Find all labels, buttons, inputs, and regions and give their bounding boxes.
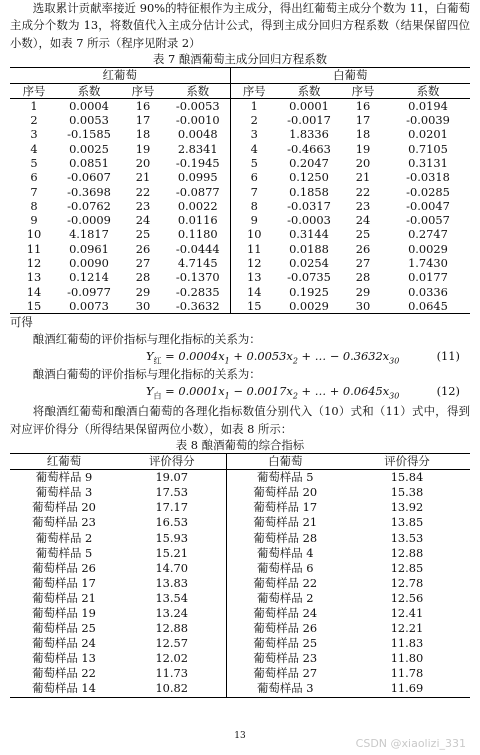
table-row — [10, 515, 470, 530]
table-row — [10, 299, 470, 314]
table7-group-white: 白葡萄 — [230, 68, 470, 83]
table8-cell: 葡萄样品 27 — [226, 666, 344, 681]
table-row — [10, 113, 470, 127]
table8-cell: 11.80 — [390, 651, 424, 666]
table7-cell: 28 — [135, 270, 151, 285]
table7-cell: 19 — [135, 141, 151, 156]
table7-cell: -0.0047 — [406, 198, 450, 213]
table7-cell: -0.0317 — [287, 198, 331, 213]
table7-cell: 10 — [230, 227, 278, 241]
table7-cell: 7 — [230, 185, 278, 199]
table7-cell: 0.0029 — [408, 241, 448, 256]
table7-cell: 26 — [355, 241, 371, 256]
equation-12-number: (12) — [436, 384, 460, 399]
table-row — [10, 485, 470, 500]
table7-cell: -0.2835 — [175, 284, 220, 299]
table8-cell: 葡萄样品 25 — [226, 636, 344, 651]
table7-cell: 0.0073 — [69, 298, 109, 313]
table7-cell: 23 — [135, 198, 151, 213]
table7-cell: 0.0001 — [289, 98, 329, 113]
table8-cell: 15.84 — [390, 470, 424, 485]
table7-cell: 18 — [355, 127, 371, 142]
table7-cell: -0.0877 — [175, 184, 220, 199]
table7-cell: -0.1945 — [175, 156, 220, 170]
table8-cell: 葡萄样品 2 — [226, 591, 344, 606]
table-row — [10, 666, 470, 681]
table8-cell: 葡萄样品 2 — [35, 530, 93, 545]
table8-cell: 12.56 — [390, 590, 424, 605]
table7-cell: 6 — [30, 170, 38, 185]
table7-cell: -0.0010 — [175, 113, 220, 128]
table8-cell: 12.41 — [390, 606, 424, 621]
table7-cell: 11 — [26, 241, 42, 256]
table7-cell: 5 — [230, 156, 278, 170]
table8-caption: 表 8 酿酒葡萄的综合指标 — [175, 438, 305, 453]
table7-cell: 0.2747 — [408, 227, 448, 242]
table7-cell: 0.0336 — [408, 284, 448, 299]
result-paragraph: 将酿酒红葡萄和酿酒白葡萄的各理化指标数值分别代入（10）式和（11）式中，得到对应评价得分（所得结果保留两位小数），如表 8 所示： — [10, 404, 470, 436]
eq-red-intro: 酿酒红葡萄的评价指标与理化指标的关系为： — [32, 332, 261, 347]
table7-cell: 1 — [30, 98, 38, 113]
table-row — [10, 470, 470, 486]
table7-cell: 16 — [135, 98, 151, 113]
table8-cell: 15.38 — [390, 485, 424, 500]
table7-cell: 8 — [230, 199, 278, 213]
table-row — [10, 242, 470, 256]
table8-cell: 12.85 — [390, 560, 424, 575]
table7-cell: -0.0977 — [67, 284, 111, 299]
table7-cell: -0.4663 — [287, 141, 331, 156]
table-row — [10, 651, 470, 666]
table8-cell: 葡萄样品 14 — [32, 681, 96, 696]
table7-cell: -0.3698 — [67, 184, 111, 199]
table-row — [10, 256, 470, 270]
table7-cell: -0.0444 — [175, 241, 220, 256]
table7-cell: -0.1585 — [67, 127, 111, 142]
table7-cell: -0.0735 — [287, 270, 331, 285]
table-row — [10, 621, 470, 636]
table7-cell: 20 — [355, 156, 371, 170]
table7-cell: 4 — [230, 142, 278, 156]
table7-cell: 2 — [230, 113, 278, 127]
table8-header-cell: 白葡萄 — [226, 454, 344, 470]
equation-12-body: $Y_白 = 0.0001x_1 - 0.0017x_2$ + … + $0.0645x_{30}$ — [146, 384, 400, 401]
table-row — [10, 576, 470, 591]
table7-cell: 7 — [30, 184, 38, 199]
table-row — [10, 170, 470, 184]
table-row — [10, 213, 470, 227]
table8-header-cell: 红葡萄 — [10, 454, 118, 470]
table7-cell: 0.0004 — [69, 98, 109, 113]
table-row — [10, 606, 470, 621]
table7-cell: 11 — [230, 242, 278, 256]
table8-cell: 12.57 — [155, 636, 189, 651]
table7-cell: 1.7430 — [408, 256, 448, 271]
table7-cell: -0.0053 — [175, 98, 220, 113]
table7-header-cell: 序号 — [120, 83, 166, 98]
eq-white-intro: 酿酒白葡萄的评价指标与理化指标的关系为： — [32, 367, 261, 382]
table8-cell: 13.54 — [155, 590, 189, 605]
table-row — [10, 591, 470, 606]
table7-cell: -0.0762 — [67, 198, 111, 213]
table7-cell: 0.0851 — [69, 156, 109, 170]
table7-cell: 13 — [26, 270, 42, 285]
table7-cell: 5 — [30, 156, 38, 170]
table7-cell: 12 — [230, 256, 278, 270]
table7-cell: 27 — [135, 256, 151, 271]
table7-cell: 14 — [230, 285, 278, 299]
table8-cell: 12.88 — [155, 621, 189, 636]
table-row — [10, 185, 470, 199]
table7-cell: -0.1370 — [175, 270, 220, 285]
table7-cell: 0.1925 — [289, 284, 329, 299]
table7-cell: 28 — [355, 270, 371, 285]
table8-cell: 葡萄样品 3 — [35, 485, 93, 500]
table7-cell: 0.0188 — [289, 241, 329, 256]
table7-header-cell: 系数 — [58, 83, 120, 98]
table7-cell: 0.3131 — [408, 156, 448, 170]
table8-cell: 葡萄样品 22 — [32, 666, 96, 681]
table8-cell: 葡萄样品 26 — [226, 621, 344, 636]
table8-cell: 葡萄样品 23 — [32, 515, 96, 530]
table7-cell: 0.1858 — [289, 184, 329, 199]
table7-cell: -0.0057 — [406, 213, 450, 228]
table7-group-red: 红葡萄 — [10, 68, 230, 83]
table-row — [10, 227, 470, 241]
table7-cell: 0.0090 — [69, 256, 109, 271]
table7-header-cell: 系数 — [386, 83, 470, 98]
table7-caption: 表 7 酿酒葡萄主成分回归方程系数 — [153, 52, 327, 67]
table8-cell: 13.83 — [155, 575, 189, 590]
table8-cell: 葡萄样品 13 — [32, 651, 96, 666]
table8-cell: 19.07 — [155, 470, 189, 485]
table-row — [10, 156, 470, 170]
table7-cell: 22 — [355, 184, 371, 199]
table8-cell: 14.70 — [155, 560, 189, 575]
table7-cell: 29 — [355, 284, 371, 299]
table8-cell: 葡萄样品 28 — [226, 531, 344, 546]
table7-cell: 4 — [30, 141, 38, 156]
table7-cell: 0.0025 — [69, 141, 109, 156]
table-row — [10, 500, 470, 515]
table-row — [10, 636, 470, 651]
table7-cell: 27 — [355, 256, 371, 271]
table7-cell: 17 — [135, 113, 151, 128]
table8-cell: 葡萄样品 6 — [226, 561, 344, 576]
table7-header-cell: 序号 — [10, 83, 58, 98]
table8-cell: 葡萄样品 24 — [32, 636, 96, 651]
table7-cell: 29 — [135, 284, 151, 299]
table8-cell: 葡萄样品 21 — [32, 590, 96, 605]
table8-cell: 葡萄样品 9 — [35, 470, 93, 485]
table8-cell: 葡萄样品 4 — [226, 546, 344, 561]
table8-cell: 12.02 — [155, 651, 189, 666]
table8-cell: 17.53 — [155, 485, 189, 500]
table7-cell: 0.7105 — [408, 141, 448, 156]
table7-cell: -0.0607 — [67, 170, 111, 185]
table7-cell: -0.0009 — [67, 213, 111, 228]
table7-header-cell: 序号 — [340, 83, 386, 98]
table7-cell: 23 — [355, 198, 371, 213]
table7-cell: 22 — [135, 184, 151, 199]
table7-cell: 25 — [355, 227, 371, 242]
table8-cell: 葡萄样品 17 — [32, 575, 96, 590]
table7-cell: 0.0022 — [177, 198, 218, 213]
table8-cell: 13.92 — [390, 500, 424, 515]
table7-cell: 15 — [26, 298, 42, 313]
table7-cell: 0.0995 — [177, 170, 218, 185]
equation-11 — [10, 348, 470, 366]
table7-cell: 4.1817 — [69, 227, 109, 242]
table7-cell: 0.0645 — [408, 298, 448, 313]
table8-cell: 13.53 — [390, 530, 424, 545]
table7-cell: 9 — [230, 213, 278, 227]
table7-cell: 17 — [355, 113, 371, 128]
table8-cell: 12.78 — [390, 575, 424, 590]
table-row — [10, 127, 470, 141]
table8-cell: 11.69 — [390, 681, 424, 696]
table8-cell: 葡萄样品 5 — [35, 545, 93, 560]
table7-cell: 24 — [135, 213, 151, 228]
table-row — [10, 285, 470, 299]
table7-cell: 24 — [355, 213, 371, 228]
table8-cell: 葡萄样品 19 — [32, 606, 96, 621]
table7-cell: 1 — [230, 98, 278, 113]
table-row — [10, 98, 470, 113]
table8-cell: 葡萄样品 21 — [226, 515, 344, 530]
table8-cell: 葡萄样品 20 — [226, 485, 344, 500]
table7-header-cell: 序号 — [230, 83, 278, 98]
table7-cell: 3 — [230, 127, 278, 141]
table7-cell: 1.8336 — [289, 127, 329, 142]
table8-cell: 13.85 — [390, 515, 424, 530]
table8-cell: 10.82 — [155, 681, 189, 696]
table8-cell: 15.21 — [155, 545, 189, 560]
table-row — [10, 142, 470, 156]
table8-cell: 葡萄样品 17 — [226, 500, 344, 515]
table7-cell: 9 — [30, 213, 38, 228]
table-row — [10, 531, 470, 546]
table7-cell: 0.0048 — [177, 127, 218, 142]
table8 — [10, 453, 470, 698]
table7-cell: 0.0053 — [69, 113, 109, 128]
table7-cell: 21 — [135, 170, 151, 185]
table-row — [10, 270, 470, 284]
table8-cell: 葡萄样品 25 — [32, 621, 96, 636]
table7-cell: 30 — [355, 298, 371, 313]
table7-cell: 2.8341 — [177, 141, 218, 156]
table8-cell: 16.53 — [155, 515, 189, 530]
table8-cell: 11.73 — [155, 666, 189, 681]
table7-cell: 0.3144 — [289, 227, 329, 242]
table7-cell: -0.3632 — [175, 298, 220, 313]
table7-cell: 21 — [355, 170, 371, 185]
table7-cell: 0.0961 — [69, 241, 109, 256]
kede-text: 可得 — [10, 315, 33, 330]
table7-cell: 19 — [355, 141, 371, 156]
table7-cell: -0.0285 — [406, 184, 450, 199]
table7-cell: 25 — [135, 227, 151, 242]
table7-cell: 15 — [230, 299, 278, 314]
table-row — [10, 199, 470, 213]
table8-cell: 17.17 — [155, 500, 189, 515]
table8-cell: 葡萄样品 22 — [226, 576, 344, 591]
table7-cell: 4.7145 — [177, 256, 218, 271]
table7-header-cell: 系数 — [166, 83, 230, 98]
table7-cell: 8 — [30, 198, 38, 213]
table8-cell: 葡萄样品 20 — [32, 500, 96, 515]
equation-11-number: (11) — [436, 349, 460, 364]
table8-header-cell: 评价得分 — [118, 454, 226, 470]
table7 — [10, 67, 470, 314]
table8-cell: 11.83 — [390, 636, 424, 651]
table8-cell: 葡萄样品 5 — [226, 470, 344, 486]
table8-cell: 葡萄样品 23 — [226, 651, 344, 666]
table7-cell: 0.0029 — [289, 298, 329, 313]
table7-cell: 0.1180 — [177, 227, 218, 242]
table8-cell: 13.24 — [155, 606, 189, 621]
table7-cell: 20 — [135, 156, 151, 170]
table8-cell: 葡萄样品 3 — [226, 681, 344, 697]
table7-cell: 12 — [26, 256, 42, 271]
intro-paragraph: 选取累计贡献率接近 90%的特征根作为主成分，得出红葡萄主成分个数为 11，白葡萄主成分个数为 13，将数值代入主成分估计公式，得到主成分回归方程系数（结果保留四位小数），如表 7 所示（程序见附录 2） — [10, 1, 470, 50]
page-number: 13 — [234, 731, 246, 741]
table7-cell: 0.0116 — [177, 213, 218, 228]
table7-cell: 0.1250 — [289, 170, 329, 185]
table8-cell: 11.78 — [390, 666, 424, 681]
watermark: CSDN @xiaolizi_331 — [355, 737, 466, 750]
table7-cell: 13 — [230, 270, 278, 284]
equation-12 — [10, 383, 470, 401]
table7-cell: 26 — [135, 241, 151, 256]
table7-cell: 18 — [135, 127, 151, 142]
table7-cell: 0.0254 — [289, 256, 329, 271]
table8-cell: 12.21 — [390, 621, 424, 636]
table8-cell: 12.88 — [390, 545, 424, 560]
table8-header-cell: 评价得分 — [344, 454, 470, 470]
table8-cell: 15.93 — [155, 530, 189, 545]
table7-cell: 30 — [135, 298, 151, 313]
table7-cell: -0.0017 — [287, 113, 331, 128]
equation-11-body: $Y_红 = 0.0004x_1 + 0.0053x_2$ + … − $0.3632x_{30}$ — [146, 349, 400, 366]
table7-cell: 14 — [26, 284, 42, 299]
table7-cell: 16 — [355, 98, 371, 113]
table7-cell: 0.2047 — [289, 156, 329, 170]
table7-cell: -0.0039 — [406, 113, 450, 128]
table8-cell: 葡萄样品 24 — [226, 606, 344, 621]
table7-cell: 3 — [30, 127, 38, 142]
table7-header-cell: 系数 — [278, 83, 340, 98]
table7-cell: -0.0318 — [406, 170, 450, 185]
table-row — [10, 681, 470, 697]
table7-cell: 0.0177 — [408, 270, 448, 285]
table7-cell: 0.0194 — [408, 98, 448, 113]
table7-cell: 6 — [230, 170, 278, 184]
table-row — [10, 561, 470, 576]
table7-cell: -0.0003 — [287, 213, 331, 228]
table-row — [10, 546, 470, 561]
table7-cell: 10 — [26, 227, 42, 242]
table7-cell: 0.0201 — [408, 127, 448, 142]
table8-cell: 葡萄样品 26 — [32, 560, 96, 575]
table7-cell: 0.1214 — [69, 270, 109, 285]
table7-cell: 2 — [30, 113, 38, 128]
